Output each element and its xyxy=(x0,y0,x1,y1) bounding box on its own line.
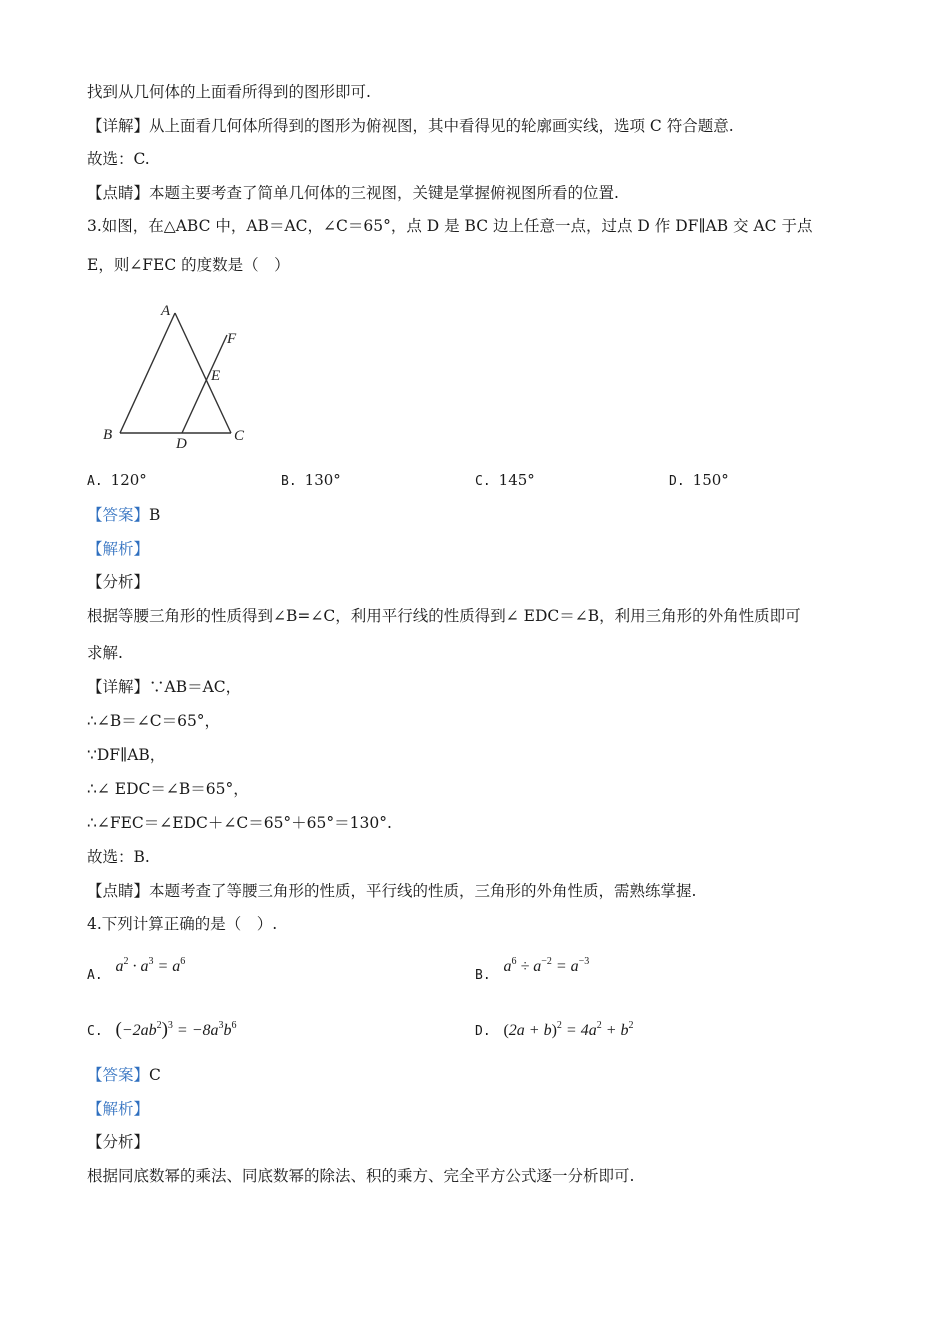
q3-option-c xyxy=(475,470,535,492)
line-comment: 【点睛】本题主要考查了简单几何体的三视图，关键是掌握俯视图所看的位置. xyxy=(87,184,619,202)
option-value: 120° xyxy=(110,471,147,489)
option-value: 145° xyxy=(498,471,535,489)
side-ac xyxy=(175,313,231,433)
option-key: B. xyxy=(475,968,491,983)
side-ab xyxy=(120,313,175,433)
q3-analysis-tag: 【解析】 xyxy=(87,540,150,558)
q3-answer xyxy=(87,505,160,525)
q3-step-1: 【详解】∵AB＝AC， xyxy=(87,678,242,696)
q3-stem-line1: 3.如图，在△ABC 中，AB＝AC，∠C＝65°，点 D 是 BC 边上任意一点，过点 D 作 DF∥AB 交 AC 于点 xyxy=(87,217,813,235)
answer-value: B xyxy=(149,506,161,524)
q3-option-a xyxy=(87,470,147,492)
q4-analysis-tag: 【解析】 xyxy=(87,1100,150,1118)
q4-stem: 4.下列计算正确的是（ ）. xyxy=(87,915,278,933)
option-key: B. xyxy=(281,474,297,489)
option-key: A. xyxy=(87,474,103,489)
q3-step-5: ∴∠FEC＝∠EDC＋∠C＝65°＋65°＝130°. xyxy=(87,814,392,832)
q3-step-4: ∴∠ EDC＝∠B＝65°， xyxy=(87,780,249,798)
segment-df xyxy=(182,335,227,433)
q3-fenxi-text-1: 根据等腰三角形的性质得到∠B=∠C，利用平行线的性质得到∠ EDC＝∠B，利用三角形的外角性质即可 xyxy=(87,607,801,625)
q3-comment: 【点睛】本题考查了等腰三角形的性质，平行线的性质，三角形的外角性质，需熟练掌握. xyxy=(87,882,697,900)
option-value: 150° xyxy=(692,471,729,489)
label-c: C xyxy=(234,428,245,444)
answer-tag: 【答案】 xyxy=(87,1066,150,1084)
label-b: B xyxy=(103,427,113,443)
formula-c: $(-2ab^2)^3 = -8a^3b^6$ xyxy=(115,1019,237,1040)
option-key: D. xyxy=(669,474,685,489)
line-hint: 找到从几何体的上面看所得到的图形即可. xyxy=(87,83,371,101)
q4-fenxi-tag: 【分析】 xyxy=(87,1133,150,1151)
option-value: 130° xyxy=(304,471,341,489)
label-a: A xyxy=(161,303,171,319)
q3-step-6: 故选：B. xyxy=(87,848,150,866)
option-key: C. xyxy=(475,474,491,489)
triangle-figure xyxy=(95,295,260,455)
q3-option-b xyxy=(281,470,341,492)
q4-fenxi-text: 根据同底数幂的乘法、同底数幂的除法、积的乘方、完全平方公式逐一分析即可. xyxy=(87,1167,635,1185)
q3-step-2: ∴∠B＝∠C＝65°， xyxy=(87,712,221,730)
label-e: E xyxy=(211,368,221,384)
option-key: A. xyxy=(87,968,103,983)
line-detail: 【详解】从上面看几何体所得到的图形为俯视图，其中看得见的轮廓画实线，选项 C 符合题意. xyxy=(87,117,734,135)
option-key: D. xyxy=(475,1024,491,1039)
q4-option-d xyxy=(475,1016,633,1042)
line-choose: 故选：C. xyxy=(87,150,150,168)
q4-option-a xyxy=(87,952,186,983)
q4-option-b xyxy=(475,952,590,983)
formula-a: $a^2 \cdot a^3 = a^6$ xyxy=(115,956,186,975)
label-f: F xyxy=(227,331,237,347)
option-key: C. xyxy=(87,1024,103,1039)
formula-d: $(2a + b)^2 = 4a^2 + b^2$ xyxy=(503,1020,634,1039)
answer-tag: 【答案】 xyxy=(87,506,150,524)
q3-stem-line2: E，则∠FEC 的度数是（ ） xyxy=(87,256,290,274)
q4-option-c xyxy=(87,1016,236,1042)
answer-value: C xyxy=(149,1066,161,1084)
formula-b: $a^6 \div a^{-2} = a^{-3}$ xyxy=(503,956,590,975)
q3-fenxi-text-2: 求解. xyxy=(87,644,123,662)
q3-option-d xyxy=(669,470,729,492)
q4-answer xyxy=(87,1065,161,1085)
label-d: D xyxy=(176,436,187,452)
q3-step-3: ∵DF∥AB， xyxy=(87,746,166,764)
q3-fenxi-tag: 【分析】 xyxy=(87,573,150,591)
